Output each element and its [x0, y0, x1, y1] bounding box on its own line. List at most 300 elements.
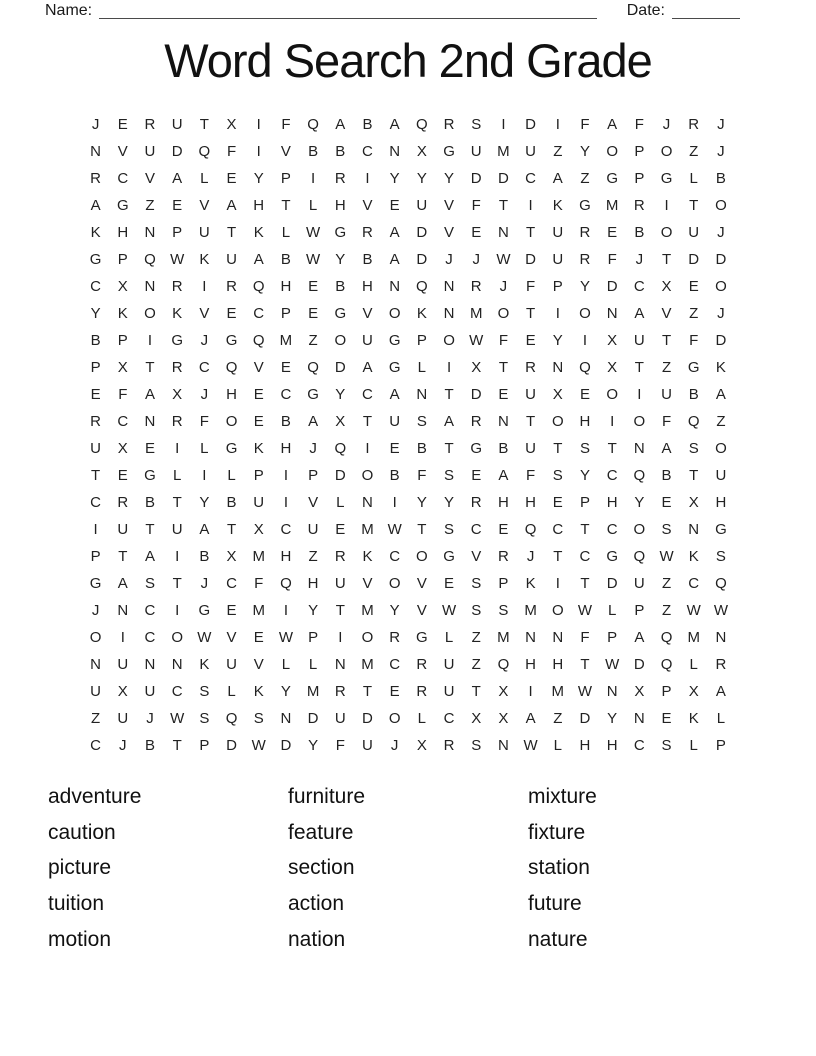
grid-cell: X — [416, 143, 427, 160]
grid-cell: E — [253, 413, 264, 430]
grid-cell: T — [689, 197, 699, 214]
grid-cell: F — [471, 197, 481, 214]
grid-cell: W — [251, 737, 266, 754]
grid-cell: K — [688, 710, 699, 727]
grid-cell: X — [172, 386, 183, 403]
grid-cell: S — [471, 116, 482, 133]
grid-cell: O — [715, 440, 727, 457]
grid-cell: Z — [471, 629, 481, 646]
grid-cell: U — [525, 386, 537, 403]
grid-cell: X — [117, 683, 128, 700]
grid-cell: O — [633, 521, 646, 538]
word-list-item: action — [288, 892, 345, 916]
grid-cell: S — [144, 575, 155, 592]
grid-cell: D — [416, 224, 428, 241]
grid-cell: H — [334, 197, 346, 214]
grid-cell: Q — [416, 278, 428, 295]
grid-cell: N — [334, 656, 346, 673]
grid-cell: E — [226, 170, 237, 187]
grid-cell: E — [471, 224, 482, 241]
grid-cell: D — [688, 251, 700, 268]
grid-cell: X — [607, 332, 618, 349]
grid-cell: R — [470, 494, 482, 511]
grid-cell: F — [526, 467, 536, 484]
grid-cell: K — [199, 656, 210, 673]
grid-cell: U — [226, 251, 237, 268]
grid-cell: O — [579, 305, 591, 322]
word-list-item: future — [528, 892, 582, 916]
grid-cell: T — [444, 440, 454, 457]
grid-cell: E — [335, 521, 346, 538]
grid-cell: G — [606, 170, 618, 187]
grid-cell: P — [552, 278, 563, 295]
grid-cell: D — [280, 737, 292, 754]
grid-cell: B — [416, 440, 427, 457]
grid-cell: K — [253, 224, 264, 241]
grid-cell: M — [306, 683, 320, 700]
grid-cell: H — [579, 413, 591, 430]
grid-cell: S — [199, 683, 210, 700]
grid-cell: O — [606, 143, 618, 160]
grid-cell: K — [172, 305, 183, 322]
grid-cell: M — [279, 332, 293, 349]
grid-cell: A — [634, 629, 645, 646]
grid-cell: N — [117, 602, 129, 619]
grid-cell: P — [253, 467, 264, 484]
grid-cell: U — [117, 521, 129, 538]
grid-cell: L — [689, 737, 698, 754]
grid-cell: H — [280, 548, 292, 565]
grid-cell: M — [497, 629, 510, 646]
grid-cell: I — [256, 116, 261, 133]
grid-cell: Q — [524, 521, 537, 538]
grid-cell: N — [633, 710, 645, 727]
grid-cell: B — [661, 467, 672, 484]
grid-cell: R — [497, 548, 509, 565]
grid-cell: K — [199, 251, 210, 268]
name-label: Name: — [45, 2, 93, 19]
grid-cell: C — [171, 683, 183, 700]
grid-cell: H — [226, 386, 237, 403]
grid-cell: B — [362, 251, 373, 268]
grid-cell: G — [606, 548, 618, 565]
grid-cell: T — [661, 332, 672, 349]
grid-cell: T — [335, 602, 345, 619]
grid-cell: I — [446, 359, 452, 376]
grid-cell: G — [225, 440, 238, 457]
grid-cell: Q — [225, 359, 238, 376]
grid-cell: B — [144, 737, 155, 754]
grid-cell: Z — [689, 143, 699, 160]
grid-cell: O — [416, 548, 428, 565]
grid-cell: B — [226, 494, 237, 511]
grid-cell: D — [606, 278, 618, 295]
grid-cell: W — [577, 683, 593, 700]
grid-cell: Z — [661, 575, 672, 592]
grid-cell: V — [199, 305, 210, 322]
grid-cell: N — [606, 683, 618, 700]
grid-cell: T — [417, 521, 427, 538]
grid-cell: Z — [91, 710, 101, 727]
grid-cell: T — [226, 224, 237, 241]
grid-cell: T — [172, 494, 182, 511]
grid-cell: K — [715, 359, 726, 376]
grid-cell: R — [525, 359, 537, 376]
grid-cell: Z — [145, 197, 155, 214]
grid-cell: E — [253, 629, 264, 646]
grid-cell: Z — [689, 305, 699, 322]
grid-cell: X — [117, 278, 128, 295]
grid-cell: H — [253, 197, 265, 214]
grid-cell: Y — [579, 143, 590, 160]
grid-cell: U — [198, 224, 210, 241]
grid-cell: W — [469, 332, 484, 349]
grid-cell: Q — [198, 143, 211, 160]
grid-cell: C — [253, 305, 265, 322]
grid-cell: V — [444, 197, 455, 214]
grid-cell: N — [144, 224, 156, 241]
grid-cell: Y — [579, 467, 590, 484]
grid-cell: C — [552, 521, 564, 538]
grid-cell: S — [444, 467, 455, 484]
grid-cell: R — [633, 197, 645, 214]
word-list-item: mixture — [528, 785, 597, 808]
grid-cell: Y — [199, 494, 210, 511]
grid-cell: Z — [661, 359, 672, 376]
grid-cell: O — [388, 710, 401, 727]
grid-cell: N — [688, 521, 700, 538]
grid-cell: Y — [308, 602, 319, 619]
header — [45, 1, 740, 21]
grid-cell: X — [552, 386, 563, 403]
grid-cell: X — [498, 683, 509, 700]
grid-cell: I — [528, 197, 533, 214]
grid-cell: Q — [252, 332, 265, 349]
grid-cell: U — [90, 440, 102, 457]
grid-cell: X — [416, 737, 427, 754]
grid-cell: N — [606, 305, 618, 322]
grid-cell: L — [227, 683, 236, 700]
grid-cell: D — [416, 251, 428, 268]
grid-cell: R — [579, 251, 591, 268]
grid-cell: W — [306, 251, 321, 268]
grid-cell: A — [144, 386, 155, 403]
word-list-item: tuition — [48, 892, 105, 916]
grid-cell: A — [389, 224, 400, 241]
grid-cell: O — [388, 575, 401, 592]
grid-cell: V — [661, 305, 672, 322]
grid-cell: J — [200, 575, 209, 592]
grid-cell: J — [662, 116, 671, 133]
grid-cell: B — [280, 251, 291, 268]
grid-cell: V — [308, 494, 319, 511]
grid-cell: Z — [580, 170, 590, 187]
grid-cell: L — [308, 656, 318, 673]
grid-cell: T — [362, 413, 373, 430]
grid-cell: I — [501, 116, 506, 133]
grid-cell: T — [172, 737, 182, 754]
grid-cell: H — [552, 656, 564, 673]
grid-cell: C — [280, 521, 292, 538]
grid-cell: M — [252, 602, 265, 619]
grid-cell: G — [443, 548, 455, 565]
grid-cell: P — [661, 683, 672, 700]
grid-cell: H — [117, 224, 129, 241]
grid-cell: A — [552, 170, 563, 187]
grid-cell: H — [280, 278, 292, 295]
grid-cell: J — [717, 116, 725, 133]
grid-cell: W — [605, 656, 620, 673]
name-fill-line — [99, 4, 597, 19]
grid-cell: U — [362, 332, 373, 349]
grid-cell: L — [607, 602, 617, 619]
grid-cell: U — [552, 251, 564, 268]
grid-cell: Y — [389, 602, 400, 619]
grid-cell: I — [555, 575, 560, 592]
grid-cell: I — [664, 197, 669, 214]
grid-cell: H — [606, 494, 618, 511]
grid-cell: P — [634, 602, 645, 619]
grid-cell: J — [91, 116, 100, 133]
grid-cell: V — [362, 305, 373, 322]
grid-cell: B — [308, 143, 319, 160]
grid-cell: P — [280, 305, 291, 322]
grid-cell: I — [365, 170, 370, 187]
grid-cell: R — [90, 413, 102, 430]
grid-cell: Z — [661, 602, 672, 619]
grid-cell: W — [577, 602, 593, 619]
grid-cell: Y — [416, 494, 427, 511]
grid-cell: T — [498, 359, 508, 376]
grid-cell: N — [389, 278, 401, 295]
grid-cell: V — [416, 575, 427, 592]
grid-cell: T — [118, 548, 128, 565]
grid-cell: S — [579, 440, 590, 457]
grid-cell: O — [715, 278, 727, 295]
grid-cell: U — [117, 656, 129, 673]
grid-cell: N — [497, 737, 509, 754]
grid-cell: C — [117, 170, 129, 187]
grid-cell: A — [144, 548, 155, 565]
grid-cell: I — [528, 683, 533, 700]
grid-cell: U — [661, 386, 672, 403]
grid-cell: S — [199, 710, 210, 727]
grid-cell: A — [226, 197, 237, 214]
grid-cell: A — [607, 116, 618, 133]
grid-cell: Y — [90, 305, 101, 322]
grid-cell: K — [253, 440, 264, 457]
grid-cell: R — [171, 359, 183, 376]
grid-cell: O — [361, 629, 374, 646]
grid-cell: L — [689, 656, 698, 673]
grid-cell: Q — [307, 116, 319, 133]
grid-cell: F — [335, 737, 345, 754]
grid-cell: P — [117, 251, 128, 268]
grid-cell: I — [311, 170, 316, 187]
grid-cell: L — [227, 467, 236, 484]
grid-cell: I — [283, 494, 288, 511]
grid-cell: N — [525, 629, 537, 646]
grid-cell: Q — [334, 440, 347, 457]
grid-cell: S — [661, 737, 672, 754]
grid-cell: K — [688, 548, 699, 565]
grid-cell: P — [308, 467, 319, 484]
grid-cell: T — [226, 521, 237, 538]
grid-cell: L — [689, 170, 698, 187]
grid-cell: C — [90, 737, 102, 754]
word-search-grid — [82, 111, 735, 759]
grid-cell: J — [91, 602, 100, 619]
grid-cell: T — [661, 251, 672, 268]
grid-cell: G — [89, 575, 102, 592]
grid-cell: J — [119, 737, 127, 754]
date-label: Date: — [626, 2, 665, 19]
grid-cell: C — [280, 386, 292, 403]
grid-cell: G — [416, 629, 428, 646]
grid-cell: U — [171, 521, 183, 538]
grid-cell: X — [634, 683, 645, 700]
grid-cell: E — [226, 602, 237, 619]
grid-cell: A — [444, 413, 455, 430]
grid-cell: N — [416, 386, 428, 403]
grid-cell: A — [661, 440, 672, 457]
grid-cell: R — [144, 116, 156, 133]
grid-cell: R — [171, 278, 183, 295]
word-list-item: station — [528, 856, 590, 880]
grid-cell: T — [526, 413, 536, 430]
grid-cell: I — [365, 440, 370, 457]
grid-cell: E — [661, 710, 672, 727]
grid-cell: N — [144, 656, 156, 673]
grid-cell: C — [198, 359, 210, 376]
grid-cell: D — [470, 170, 482, 187]
grid-cell: B — [335, 143, 346, 160]
grid-cell: G — [225, 332, 238, 349]
grid-cell: G — [171, 332, 183, 349]
grid-cell: W — [197, 629, 212, 646]
grid-cell: I — [120, 629, 125, 646]
grid-cell: N — [362, 494, 373, 511]
grid-cell: U — [389, 413, 401, 430]
grid-cell: Z — [553, 143, 563, 160]
grid-cell: T — [145, 521, 155, 538]
grid-cell: C — [470, 521, 482, 538]
grid-cell: I — [202, 278, 207, 295]
grid-cell: U — [633, 332, 645, 349]
grid-cell: B — [90, 332, 101, 349]
grid-cell: Q — [660, 629, 673, 646]
grid-cell: E — [525, 332, 536, 349]
grid-cell: C — [362, 143, 373, 160]
grid-cell: L — [281, 656, 291, 673]
grid-cell: S — [552, 467, 563, 484]
grid-cell: E — [389, 440, 400, 457]
grid-cell: T — [172, 575, 182, 592]
grid-cell: U — [226, 656, 237, 673]
grid-cell: B — [199, 548, 210, 565]
grid-cell: D — [525, 116, 537, 133]
grid-cell: O — [633, 413, 646, 430]
grid-cell: L — [336, 494, 345, 511]
grid-cell: C — [633, 278, 645, 295]
grid-cell: T — [580, 521, 590, 538]
grid-cell: X — [688, 494, 699, 511]
grid-cell: E — [308, 278, 319, 295]
grid-cell: R — [90, 170, 102, 187]
grid-cell: D — [606, 575, 618, 592]
grid-cell: M — [605, 197, 619, 214]
grid-cell: V — [416, 602, 427, 619]
grid-cell: U — [443, 656, 455, 673]
grid-cell: R — [416, 656, 428, 673]
grid-cell: P — [280, 170, 291, 187]
grid-cell: R — [416, 683, 428, 700]
grid-cell: P — [607, 629, 618, 646]
grid-cell: A — [389, 251, 400, 268]
grid-cell: R — [579, 224, 591, 241]
grid-cell: B — [634, 224, 645, 241]
grid-cell: M — [524, 602, 537, 619]
grid-cell: A — [498, 467, 509, 484]
grid-cell: U — [144, 143, 156, 160]
grid-cell: F — [118, 386, 128, 403]
grid-cell: J — [717, 305, 725, 322]
grid-cell: W — [170, 251, 185, 268]
grid-cell: Q — [715, 575, 727, 592]
word-list-item: furniture — [288, 785, 366, 808]
grid-cell: I — [637, 386, 642, 403]
grid-cell: N — [144, 278, 156, 295]
grid-cell: R — [334, 548, 346, 565]
grid-cell: G — [334, 305, 347, 322]
grid-cell: E — [579, 386, 590, 403]
grid-cell: U — [470, 143, 482, 160]
grid-cell: C — [144, 629, 156, 646]
grid-cell: T — [553, 440, 563, 457]
grid-cell: G — [388, 359, 401, 376]
word-list-item: caution — [48, 820, 116, 844]
word-list-item: nation — [288, 927, 346, 951]
grid-cell: J — [635, 251, 644, 268]
grid-cell: F — [498, 332, 508, 349]
grid-cell: I — [147, 332, 153, 349]
grid-cell: E — [607, 224, 618, 241]
grid-cell: E — [688, 278, 699, 295]
grid-cell: O — [225, 413, 238, 430]
grid-cell: V — [253, 359, 264, 376]
grid-cell: U — [117, 710, 129, 727]
grid-cell: F — [661, 413, 672, 430]
grid-cell: R — [389, 629, 401, 646]
grid-cell: I — [283, 602, 288, 619]
grid-cell: B — [389, 467, 400, 484]
grid-cell: T — [580, 575, 590, 592]
grid-cell: R — [117, 494, 129, 511]
grid-cell: J — [499, 278, 508, 295]
grid-cell: U — [525, 440, 537, 457]
grid-cell: X — [117, 359, 128, 376]
grid-cell: U — [334, 575, 346, 592]
grid-cell: Q — [633, 548, 646, 565]
grid-cell: X — [335, 413, 346, 430]
grid-cell: M — [687, 629, 700, 646]
grid-cell: D — [171, 143, 183, 160]
grid-cell: D — [579, 710, 591, 727]
grid-cell: I — [93, 521, 98, 538]
grid-cell: P — [117, 332, 128, 349]
grid-cell: J — [472, 251, 480, 268]
word-list-item: fixture — [528, 820, 586, 844]
